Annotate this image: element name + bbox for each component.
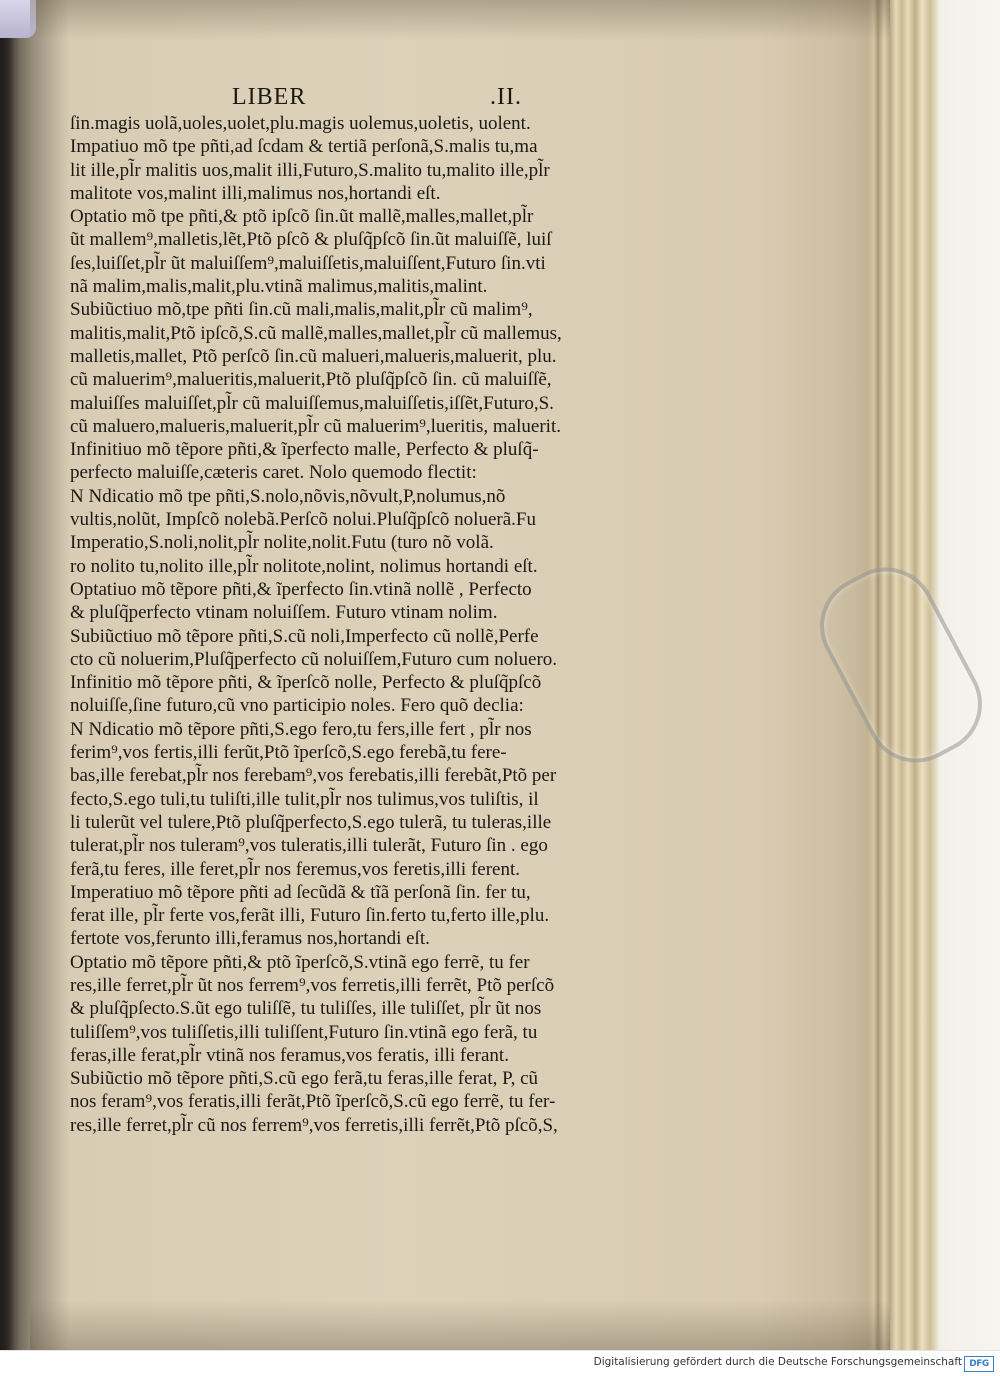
text-line: Optatiuo mõ tẽpore pñti,& ĩperfecto ſin.vtinã nollẽ , Perfecto (70, 578, 532, 600)
text-line: & pluſq̃pſecto.S.ũt ego tuliſſẽ, tu tuliſſes, ille tuliſſet, pl̃r ũt nos (70, 998, 542, 1020)
text-line: ferat ille, pl̃r ferte vos,ferãt illi, Futuro ſin.ferto tu,ferto ille,plu. (70, 905, 550, 927)
text-line: malletis,mallet, Ptõ perſcõ ſin.cũ malueri,malueris,maluerit, plu. (70, 345, 557, 367)
text-line: lit ille,pl̃r malitis uos,malit illi,Futuro,S.malito tu,malito ille,pl̃r (70, 159, 550, 181)
text-line: Impatiuo mõ tpe pñti,ad ſcdam & tertiã perſonã,S.malis tu,ma (70, 136, 538, 158)
page-text (70, 84, 870, 1137)
text-line: Optatio mõ tẽpore pñti,& ptõ ĩperſcõ,S.vtinã ego ferrẽ, tu fer (70, 951, 530, 973)
text-lines (70, 112, 870, 1137)
running-head (70, 84, 870, 112)
text-line: cũ maluerim⁹,malueritis,maluerit,Ptõ pluſq̃pſcõ ſin. cũ maluiſſẽ, (70, 369, 552, 391)
text-line: fertote vos,ferunto illi,feramus nos,hortandi eſt. (70, 928, 430, 950)
footer-bar (0, 1350, 1000, 1376)
text-line: ſin.magis uolã,uoles,uolet,plu.magis uolemus,uoletis, uolent. (70, 113, 531, 134)
text-line: ferã,tu feres, ille feret,pl̃r nos feremus,vos feretis,illi ferent. (70, 858, 521, 880)
text-line: Subiũctio mõ tẽpore pñti,S.cũ ego ferã,tu feras,ille ferat, P, cũ (70, 1068, 539, 1090)
text-line: li tulerũt vel tulere,Ptõ pluſq̃perfecto,S.ego tulerã, tu tuleras,ille (70, 811, 552, 833)
text-line: nã malim,malis,malit,plu.vtinã malimus,malitis,malint. (70, 276, 488, 298)
text-line: Infinitio mõ tẽpore pñti, & ĩperſcõ nolle, Perfecto & pluſq̃pſcõ (70, 672, 542, 694)
text-line: ferim⁹,vos fertis,illi ferũt,Ptõ ĩperſcõ,S.ego ferebã,tu fere- (70, 742, 507, 764)
text-line: N Ndicatio mõ tpe pñti,S.nolo,nõvis,nõvult,P,nolumus,nõ (70, 485, 506, 507)
running-head-right: .II. (490, 84, 522, 110)
text-line: Imperatiuo mõ tẽpore pñti ad ſecũdã & tĩã perſonã ſin. fer tu, (70, 881, 531, 903)
text-line: cũ maluero,malueris,maluerit,pl̃r cũ maluerim⁹,lueritis, maluerit. (70, 415, 561, 437)
text-line: malitote vos,malint illi,malimus nos,hortandi eſt. (70, 182, 441, 204)
text-line: cto cũ noluerim,Pluſq̃perfecto cũ noluiſſem,Futuro cum noluero. (70, 648, 558, 670)
funding-credit: Digitalisierung gefördert durch die Deutsche Forschungsgemeinschaft (593, 1356, 962, 1368)
text-line: tulerat,pl̃r nos tuleram⁹,vos tuleratis,illi tulerãt, Futuro ſin . ego (70, 835, 548, 857)
text-line: malitis,malit,Ptõ ipſcõ,S.cũ mallẽ,malles,mallet,pl̃r cũ mallemus, (70, 322, 562, 344)
text-line: Imperatio,S.noli,nolit,pl̃r nolite,nolit.Futu (turo nõ volã. (70, 532, 494, 554)
text-line: nos feram⁹,vos feratis,illi ferãt,Ptõ ĩperſcõ,S.cũ ego ferrẽ, tu fer- (70, 1091, 556, 1113)
running-head-left: LIBER (232, 84, 307, 110)
page-top-shade (30, 0, 890, 40)
text-line: Subiũctiuo mõ,tpe pñti ſin.cũ mali,malis,malit,pl̃r cũ malim⁹, (70, 299, 533, 321)
text-line: Infinitiuo mõ tẽpore pñti,& ĩperfecto malle, Perfecto & pluſq̃- (70, 439, 539, 461)
binding-shadow (0, 0, 70, 1350)
text-line: noluiſſe,ſine futuro,cũ vno participio noles. Fero quõ declia: (70, 695, 524, 717)
text-line: bas,ille ferebat,pl̃r nos ferebam⁹,vos ferebatis,illi ferebãt,Ptõ per (70, 765, 557, 787)
text-line: tuliſſem⁹,vos tuliſſetis,illi tuliſſent,Futuro ſin.vtinã ego ferã, tu (70, 1021, 538, 1043)
text-line: N Ndicatio mõ tẽpore pñti,S.ego fero,tu fers,ille fert , pl̃r nos (70, 718, 532, 740)
text-line: vultis,nolũt, Impſcõ nolebã.Perſcõ nolui.Pluſq̃pſcõ noluerã.Fu (70, 509, 536, 531)
text-line: ſes,luiſſet,pl̃r ũt maluiſſem⁹,maluiſſetis,maluiſſent,Futuro ſin.vti (70, 252, 546, 274)
text-line: & pluſq̃perfecto vtinam noluiſſem. Futuro vtinam nolim. (70, 602, 498, 624)
text-line: feras,ille ferat,pl̃r vtinã nos feramus,vos feratis, illi ferant. (70, 1044, 509, 1066)
text-line: Subiũctiuo mõ tẽpore pñti,S.cũ noli,Imperfecto cũ nollẽ,Perfe (70, 625, 539, 647)
text-line: fecto,S.ego tuli,tu tuliſti,ille tulit,pl̃r nos tulimus,vos tuliſtis, il (70, 788, 539, 810)
text-line: ũt mallem⁹,malletis,lẽt,Ptõ pſcõ & pluſq̃pſcõ ſin.ũt maluiſſẽ, luiſ (70, 229, 552, 251)
dfg-logo: DFG (964, 1356, 994, 1372)
text-line: res,ille ferret,pl̃r ũt nos ferrem⁹,vos ferretis,illi ferrẽt, Ptõ perſcõ (70, 974, 555, 996)
text-line: Optatio mõ tpe pñti,& ptõ ipſcõ ſin.ũt mallẽ,malles,mallet,pl̃r (70, 206, 534, 228)
text-line: res,ille ferret,pl̃r cũ nos ferrem⁹,vos ferretis,illi ferrẽt,Ptõ pſcõ,S, (70, 1114, 558, 1136)
page-bottom-shade (30, 1300, 890, 1350)
text-line: ro nolito tu,nolito ille,pl̃r nolitote,nolint, nolimus hortandi eſt. (70, 555, 538, 577)
text-line: maluiſſes maluiſſet,pl̃r cũ maluiſſemus,maluiſſetis,iſſẽt,Futuro,S. (70, 392, 554, 414)
text-line: perfecto maluiſſe,cæteris caret. Nolo quemodo flectit: (70, 462, 477, 484)
